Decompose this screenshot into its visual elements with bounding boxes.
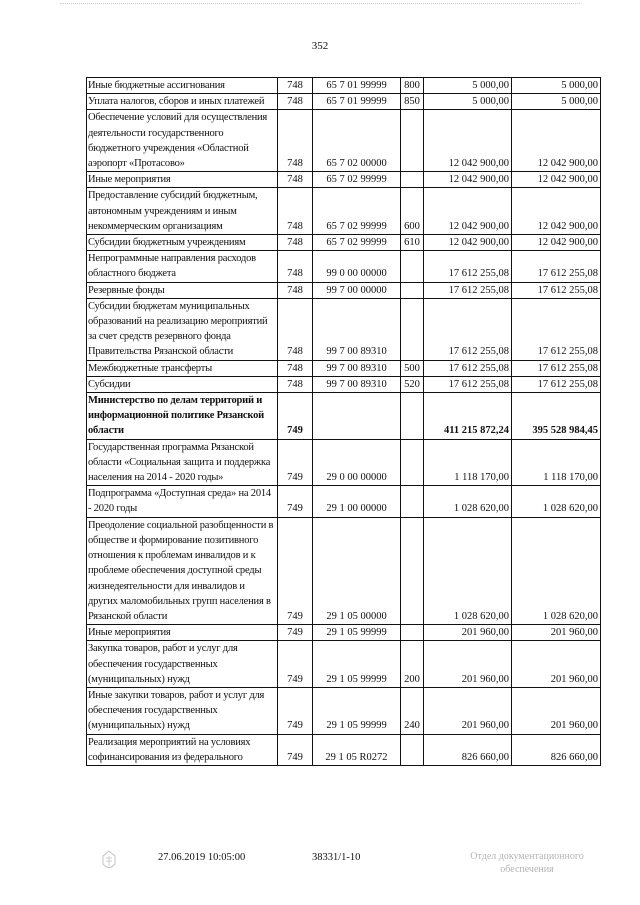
cell-csr: 65 7 02 99999 <box>313 172 401 188</box>
table-row <box>87 172 601 188</box>
footer-doc-number: 38331/1-10 <box>312 852 361 863</box>
cell-csr: 29 1 05 99999 <box>313 625 401 641</box>
table-row <box>87 625 601 641</box>
table-row <box>87 376 601 392</box>
cell-name: Реализация мероприятий на условиях софинансирования из федерального <box>87 734 278 765</box>
cell-csr: 29 0 00 00000 <box>313 439 401 486</box>
cell-csr: 99 7 00 89310 <box>313 360 401 376</box>
cell-csr: 65 7 01 99999 <box>313 94 401 110</box>
cell-amount-2019: 17 612 255,08 <box>424 360 512 376</box>
cell-amount-2019: 411 215 872,24 <box>424 393 512 440</box>
cell-code: 748 <box>278 298 313 360</box>
cell-vr <box>401 110 424 172</box>
cell-amount-2019: 1 028 620,00 <box>424 486 512 517</box>
cell-vr: 610 <box>401 235 424 251</box>
cell-name: Подпрограмма «Доступная среда» на 2014 - 2020 годы <box>87 486 278 517</box>
cell-amount-2020: 17 612 255,08 <box>512 251 601 282</box>
cell-vr: 200 <box>401 641 424 688</box>
cell-code: 749 <box>278 734 313 765</box>
page-footer <box>0 850 640 890</box>
budget-table-body <box>87 78 601 766</box>
cell-amount-2020: 201 960,00 <box>512 625 601 641</box>
cell-amount-2020: 395 528 984,45 <box>512 393 601 440</box>
table-row <box>87 282 601 298</box>
emblem-stamp-icon <box>100 850 118 872</box>
cell-amount-2020: 5 000,00 <box>512 94 601 110</box>
cell-amount-2020: 17 612 255,08 <box>512 282 601 298</box>
table-row <box>87 110 601 172</box>
cell-csr: 99 0 00 00000 <box>313 251 401 282</box>
cell-code: 748 <box>278 110 313 172</box>
cell-vr <box>401 251 424 282</box>
cell-vr: 850 <box>401 94 424 110</box>
cell-name: Непрограммные направления расходов областного бюджета <box>87 251 278 282</box>
cell-amount-2019: 12 042 900,00 <box>424 188 512 235</box>
cell-amount-2019: 201 960,00 <box>424 687 512 734</box>
cell-name: Иные мероприятия <box>87 172 278 188</box>
table-row <box>87 94 601 110</box>
cell-csr: 65 7 02 99999 <box>313 188 401 235</box>
cell-name: Преодоление социальной разобщенности в обществе и формирование позитивного отношения к проблемам инвалидов и к проблеме обеспечения доступной среды жизнедеятельности для инвалидов и других маломобильных групп населения в Рязанской области <box>87 517 278 624</box>
cell-name: Обеспечение условий для осуществления деятельности государственного бюджетного учреждения «Областной аэропорт «Протасово» <box>87 110 278 172</box>
cell-amount-2019: 5 000,00 <box>424 94 512 110</box>
cell-csr: 65 7 02 00000 <box>313 110 401 172</box>
cell-amount-2020: 826 660,00 <box>512 734 601 765</box>
cell-code: 749 <box>278 641 313 688</box>
cell-vr: 500 <box>401 360 424 376</box>
footer-watermark-note: Отдел документационного обеспечения <box>470 851 584 875</box>
cell-code: 749 <box>278 486 313 517</box>
cell-name: Резервные фонды <box>87 282 278 298</box>
cell-amount-2019: 1 118 170,00 <box>424 439 512 486</box>
cell-amount-2020: 12 042 900,00 <box>512 172 601 188</box>
cell-name: Межбюджетные трансферты <box>87 360 278 376</box>
cell-code: 748 <box>278 251 313 282</box>
cell-code: 748 <box>278 235 313 251</box>
cell-name: Уплата налогов, сборов и иных платежей <box>87 94 278 110</box>
cell-amount-2019: 1 028 620,00 <box>424 517 512 624</box>
cell-amount-2019: 201 960,00 <box>424 625 512 641</box>
cell-vr: 600 <box>401 188 424 235</box>
cell-amount-2020: 1 028 620,00 <box>512 486 601 517</box>
cell-vr <box>401 298 424 360</box>
cell-vr <box>401 486 424 517</box>
cell-amount-2020: 12 042 900,00 <box>512 188 601 235</box>
cell-csr: 99 7 00 00000 <box>313 282 401 298</box>
cell-amount-2019: 12 042 900,00 <box>424 172 512 188</box>
table-row <box>87 486 601 517</box>
cell-csr: 29 1 05 00000 <box>313 517 401 624</box>
cell-amount-2020: 17 612 255,08 <box>512 298 601 360</box>
table-row <box>87 641 601 688</box>
cell-amount-2019: 5 000,00 <box>424 78 512 94</box>
footer-datetime: 27.06.2019 10:05:00 <box>158 852 246 863</box>
cell-csr: 99 7 00 89310 <box>313 376 401 392</box>
cell-vr <box>401 439 424 486</box>
cell-name: Министерство по делам территорий и информационной политике Рязанской области <box>87 393 278 440</box>
cell-name: Предоставление субсидий бюджетным, автономным учреждениям и иным некоммерческим организациям <box>87 188 278 235</box>
cell-code: 748 <box>278 376 313 392</box>
cell-amount-2020: 12 042 900,00 <box>512 235 601 251</box>
cell-vr <box>401 172 424 188</box>
cell-code: 748 <box>278 172 313 188</box>
cell-vr: 520 <box>401 376 424 392</box>
cell-amount-2020: 201 960,00 <box>512 641 601 688</box>
table-row <box>87 78 601 94</box>
cell-csr: 29 1 05 99999 <box>313 687 401 734</box>
cell-name: Субсидии бюджетным учреждениям <box>87 235 278 251</box>
cell-amount-2019: 12 042 900,00 <box>424 235 512 251</box>
table-row <box>87 393 601 440</box>
table-row <box>87 298 601 360</box>
budget-table <box>86 77 601 766</box>
cell-vr <box>401 517 424 624</box>
cell-name: Иные мероприятия <box>87 625 278 641</box>
cell-name: Субсидии <box>87 376 278 392</box>
cell-amount-2019: 201 960,00 <box>424 641 512 688</box>
cell-code: 748 <box>278 282 313 298</box>
cell-amount-2020: 1 118 170,00 <box>512 439 601 486</box>
table-row <box>87 360 601 376</box>
table-row <box>87 188 601 235</box>
cell-code: 749 <box>278 517 313 624</box>
cell-code: 749 <box>278 687 313 734</box>
table-row <box>87 687 601 734</box>
cell-csr <box>313 393 401 440</box>
cell-amount-2020: 201 960,00 <box>512 687 601 734</box>
cell-vr: 800 <box>401 78 424 94</box>
cell-code: 748 <box>278 78 313 94</box>
table-row <box>87 235 601 251</box>
cell-code: 749 <box>278 439 313 486</box>
cell-name: Государственная программа Рязанской области «Социальная защита и поддержка населения на 2014 - 2020 годы» <box>87 439 278 486</box>
cell-code: 749 <box>278 625 313 641</box>
cell-vr <box>401 393 424 440</box>
cell-csr: 65 7 01 99999 <box>313 78 401 94</box>
cell-code: 748 <box>278 188 313 235</box>
cell-amount-2019: 17 612 255,08 <box>424 298 512 360</box>
cell-csr: 65 7 02 99999 <box>313 235 401 251</box>
cell-amount-2020: 1 028 620,00 <box>512 517 601 624</box>
table-row <box>87 439 601 486</box>
cell-vr: 240 <box>401 687 424 734</box>
cell-amount-2019: 17 612 255,08 <box>424 251 512 282</box>
cell-amount-2019: 17 612 255,08 <box>424 282 512 298</box>
cell-vr <box>401 282 424 298</box>
cell-amount-2019: 17 612 255,08 <box>424 376 512 392</box>
table-row <box>87 734 601 765</box>
cell-code: 748 <box>278 94 313 110</box>
cell-name: Субсидии бюджетам муниципальных образований на реализацию мероприятий за счет средств резервного фонда Правительства Рязанской области <box>87 298 278 360</box>
cell-code: 748 <box>278 360 313 376</box>
cell-csr: 29 1 05 R0272 <box>313 734 401 765</box>
cell-amount-2020: 17 612 255,08 <box>512 360 601 376</box>
table-row <box>87 251 601 282</box>
page-number: 352 <box>311 40 329 52</box>
table-row <box>87 517 601 624</box>
cell-code: 749 <box>278 393 313 440</box>
cell-name: Иные закупки товаров, работ и услуг для обеспечения государственных (муниципальных) нужд <box>87 687 278 734</box>
cell-vr <box>401 734 424 765</box>
cell-amount-2020: 5 000,00 <box>512 78 601 94</box>
cell-amount-2020: 17 612 255,08 <box>512 376 601 392</box>
cell-amount-2019: 826 660,00 <box>424 734 512 765</box>
cell-csr: 29 1 05 99999 <box>313 641 401 688</box>
cell-amount-2019: 12 042 900,00 <box>424 110 512 172</box>
cell-amount-2020: 12 042 900,00 <box>512 110 601 172</box>
cell-name: Иные бюджетные ассигнования <box>87 78 278 94</box>
cell-vr <box>401 625 424 641</box>
scan-edge-dots <box>60 3 580 4</box>
cell-csr: 99 7 00 89310 <box>313 298 401 360</box>
cell-name: Закупка товаров, работ и услуг для обеспечения государственных (муниципальных) нужд <box>87 641 278 688</box>
cell-csr: 29 1 00 00000 <box>313 486 401 517</box>
